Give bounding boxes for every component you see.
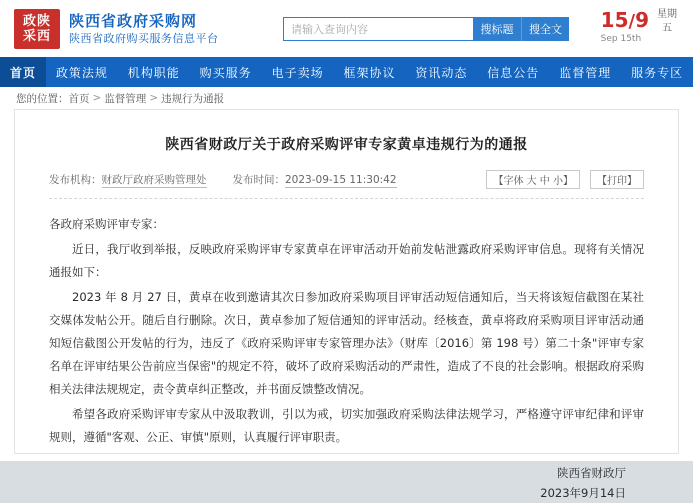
article-body — [49, 199, 644, 449]
weekday-block — [657, 8, 677, 36]
nav-item-home[interactable]: 首页 — [0, 57, 46, 87]
breadcrumb — [0, 87, 693, 109]
breadcrumb-label: 您的位置： — [16, 92, 69, 105]
site-title-sub: 陕西省政府购买服务信息平台 — [69, 31, 219, 45]
article-time-value: 2023-09-15 11:30:42 — [285, 174, 397, 186]
logo-mark-line1: 政陕 — [22, 13, 51, 29]
date-numeric — [601, 8, 649, 32]
nav-item-emarket[interactable]: 电子卖场 — [271, 65, 324, 80]
weekday-label: 星期 — [657, 9, 677, 20]
nav-item-news[interactable]: 资讯动态 — [415, 65, 468, 80]
article-paragraph-1: 近日，我厅收到举报，反映政府采购评审专家黄卓在评审活动开始前发帖泄露政府采购评审信息。现将有关情况通报如下： — [49, 242, 644, 279]
breadcrumb-separator-1: > — [92, 92, 102, 104]
article-time-label: 发布时间： — [232, 174, 285, 186]
date-month: 9 — [635, 8, 649, 32]
search-input[interactable] — [283, 17, 473, 41]
nav-item-service-zone[interactable]: 服务专区 — [631, 65, 684, 80]
article-paragraph-2: 2023 年 8 月 27 日，黄卓在收到邀请其次日参加政府采购项目评审活动短信通知后，当天将该短信截图在某社交媒体发帖公开。随后自行删除。次日，黄卓参加了短信通知的评审活动。经核查，黄卓将政府采购项目评审活动通知短信截图公开发帖的行为，违反了《政府采购评审专家管理办法》（财库〔2016〕第 198 号）第二十条"评审专家名单在评审结果公告前应当保密"的规定不符，破坏了政府采购活动的严肃性，造成了不良的社会影响。根据政府采购相关法律法规规定，责令黄卓纠正整改，并书面反馈整改情况。 — [49, 290, 644, 396]
article-paragraph-3: 希望各政府采购评审专家从中汲取教训，引以为戒，切实加强政府采购法律法规学习，严格遵守评审纪律和评审规则，遵循"客观、公正、审慎"原则，认真履行评审职责。 — [49, 407, 644, 444]
breadcrumb-separator-2: > — [149, 92, 159, 104]
date-widget — [601, 8, 677, 44]
article-meta — [49, 170, 644, 199]
search-fulltext-button[interactable]: 搜全文 — [521, 17, 569, 41]
print-button[interactable]: 【打印】 — [590, 170, 644, 189]
date-english: Sep 15th — [600, 34, 642, 44]
breadcrumb-item-current: 违规行为通报 — [161, 92, 225, 105]
nav-item-supervision[interactable]: 监督管理 — [559, 65, 612, 80]
main-nav — [0, 57, 693, 87]
article-meta-right — [486, 170, 644, 189]
article-meta-left — [49, 172, 397, 187]
article-publisher — [49, 172, 207, 187]
article-publisher-value: 财政厅政府采购管理处 — [101, 174, 207, 186]
logo-mark-line2: 采西 — [22, 28, 51, 44]
weekday-value: 五 — [662, 23, 672, 34]
date-slash: / — [628, 11, 636, 32]
site-logo-icon[interactable] — [14, 9, 60, 49]
article-time — [233, 172, 397, 187]
site-title-block — [69, 12, 219, 46]
search-title-button[interactable]: 搜标题 — [473, 17, 521, 41]
article-paragraph-0: 各政府采购评审专家： — [49, 217, 164, 231]
signature-date: 2023年9月14日 — [540, 486, 626, 500]
signature-organization: 陕西省财政厅 — [557, 466, 626, 480]
nav-item-announcements[interactable]: 信息公告 — [487, 65, 540, 80]
nav-item-functions[interactable]: 机构职能 — [127, 65, 180, 80]
breadcrumb-item-supervision[interactable]: 监督管理 — [104, 92, 147, 105]
site-header — [0, 0, 693, 57]
breadcrumb-item-home[interactable]: 首页 — [68, 92, 90, 105]
nav-item-purchase-service[interactable]: 购买服务 — [199, 65, 252, 80]
nav-item-framework-agreement[interactable]: 框架协议 — [343, 65, 396, 80]
article-publisher-label: 发布机构： — [49, 174, 102, 186]
article-card — [14, 109, 679, 500]
article-signature — [49, 463, 644, 503]
search-bar — [283, 17, 569, 41]
date-day: 15 — [600, 8, 629, 32]
article-title: 陕西省财政厅关于政府采购评审专家黄卓违规行为的通报 — [165, 137, 528, 153]
font-size-control[interactable]: 【字体 大 中 小】 — [486, 170, 580, 189]
nav-item-policies[interactable]: 政策法规 — [55, 65, 108, 80]
site-title-main: 陕西省政府采购网 — [69, 11, 198, 30]
